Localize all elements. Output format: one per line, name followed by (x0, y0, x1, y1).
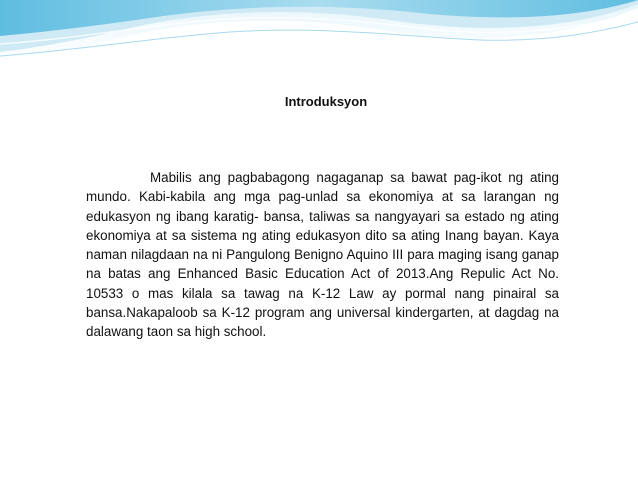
slide-title: Introduksyon (284, 94, 368, 109)
header-wave-decoration (0, 0, 638, 70)
intro-paragraph: Mabilis ang pagbabagong nagaganap sa bawat pag-ikot ng ating mundo. Kabi-kabila ang mga pag-unlad sa ekonomiya at sa larangan ng edukasyon ng ibang karatig- bansa, taliwas sa nangyayari sa estado ng ating ekonomiya at sa sistema ng ating edukasyon dito sa ating Inang bayan. Kaya naman nilagdaan na ni Pangulong Benigno Aquino III para maging isang ganap na batas ang Enhanced Basic Education Act of 2013.Ang Repulic Act No. 10533 o mas kilala sa tawag na K-12 Law ay pormal nang pinairal sa bansa.Nakapaloob sa K-12 program ang universal kindergarten, at dagdag na dalawang taon sa high school. (86, 170, 559, 340)
